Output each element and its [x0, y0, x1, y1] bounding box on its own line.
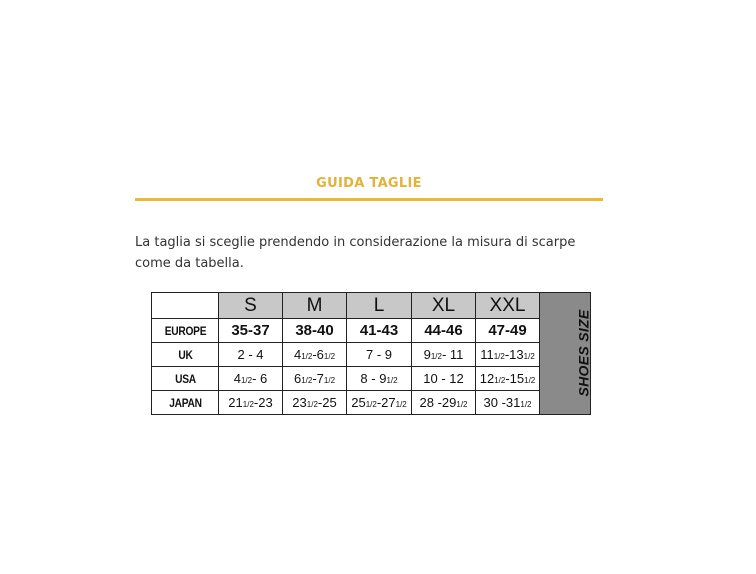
cell-japan-xxl: 30 -311/2: [476, 391, 540, 415]
size-chart-table: [151, 292, 591, 415]
page-title: GUIDA TAGLIE: [316, 176, 422, 191]
cell-europe-l: 41-43: [347, 319, 412, 343]
cell-uk-s: 2 - 4: [219, 343, 283, 367]
table-row-uk: [152, 343, 591, 367]
size-header-row: [152, 293, 591, 319]
row-label-europe: EUROPE: [157, 319, 214, 343]
description-line: come da tabella.: [135, 256, 244, 271]
table-row-europe: [152, 319, 591, 343]
cell-japan-l: 251/2-271/2: [347, 391, 412, 415]
cell-europe-xl: 44-46: [412, 319, 476, 343]
cell-europe-m: 38-40: [283, 319, 347, 343]
header-corner-cell: [152, 293, 219, 319]
title-divider: [135, 198, 603, 201]
cell-uk-m: 41/2-61/2: [283, 343, 347, 367]
cell-japan-xl: 28 -291/2: [412, 391, 476, 415]
cell-usa-xxl: 121/2-151/2: [476, 367, 540, 391]
row-label-usa: USA: [157, 367, 214, 391]
description-line: La taglia si sceglie prendendo in considerazione la misura di scarpe: [135, 235, 576, 250]
shoes-size-text: SHOES SIZE: [575, 308, 592, 397]
cell-europe-s: 35-37: [219, 319, 283, 343]
cell-europe-xxl: 47-49: [476, 319, 540, 343]
cell-uk-xxl: 111/2-131/2: [476, 343, 540, 367]
size-header-xl: XL: [412, 293, 476, 319]
description: [135, 232, 605, 274]
cell-usa-xl: 10 - 12: [412, 367, 476, 391]
cell-japan-m: 231/2-25: [283, 391, 347, 415]
size-header-l: L: [347, 293, 412, 319]
size-header-m: M: [283, 293, 347, 319]
shoes-size-side-label: [540, 293, 591, 415]
row-label-uk: UK: [157, 343, 214, 367]
table-row-japan: [152, 391, 591, 415]
table-row-usa: [152, 367, 591, 391]
size-header-s: S: [219, 293, 283, 319]
cell-usa-s: 41/2- 6: [219, 367, 283, 391]
size-header-xxl: XXL: [476, 293, 540, 319]
cell-usa-m: 61/2-71/2: [283, 367, 347, 391]
row-label-japan: JAPAN: [157, 391, 214, 415]
cell-uk-l: 7 - 9: [347, 343, 412, 367]
cell-japan-s: 211/2-23: [219, 391, 283, 415]
cell-uk-xl: 91/2- 11: [412, 343, 476, 367]
cell-usa-l: 8 - 91/2: [347, 367, 412, 391]
